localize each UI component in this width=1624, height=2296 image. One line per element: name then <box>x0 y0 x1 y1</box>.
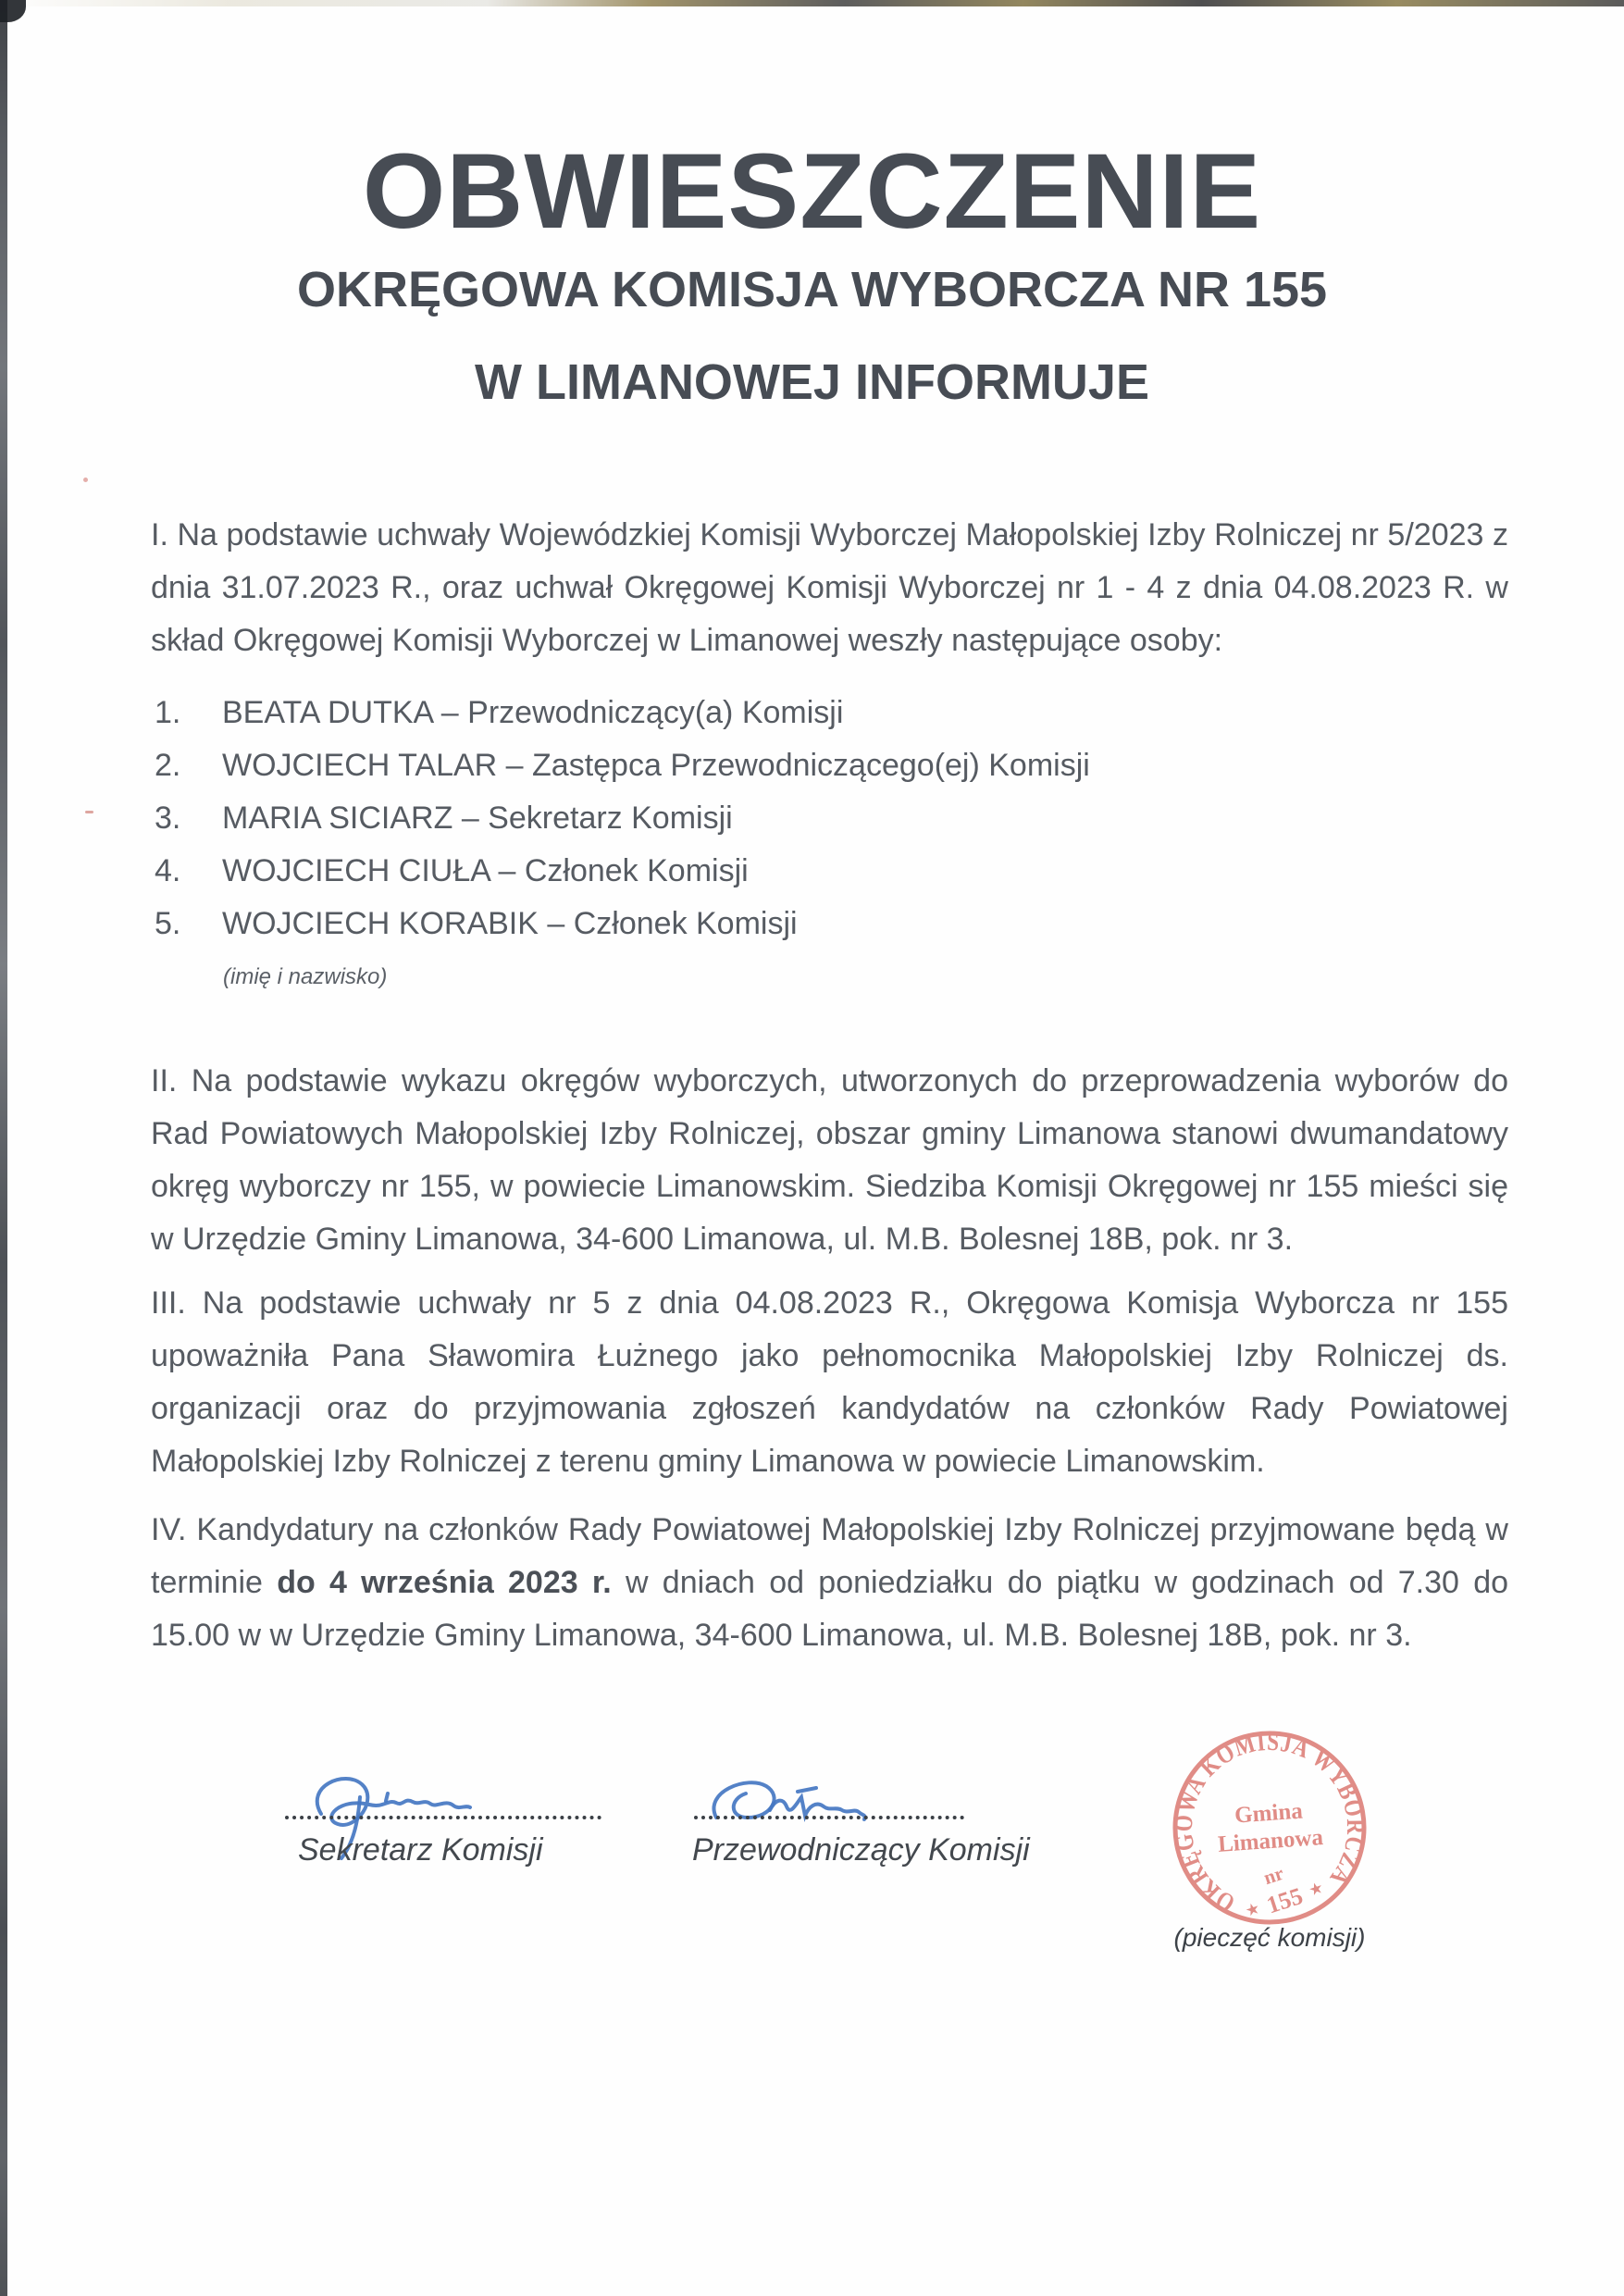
document-subtitle-2: W LIMANOWEJ INFORMUJE <box>475 354 1149 410</box>
secretary-signature-label: Sekretarz Komisji <box>298 1832 543 1868</box>
paragraph-2: II. Na podstawie wykazu okręgów wyborczych, utworzonych do przeprowadzenia wyborów do Rad Powiatowych Małopolskiej Izby Rolniczej, obszar gminy Limanowa stanowi dwumandatowy okręg wyborczy nr 155, w powiecie Limanowskim. Siedziba Komisji Okręgowej nr 155 mieści się w Urzędzie Gminy Limanowa, 34-600 Limanowa, ul. M.B. Bolesnej 18B, pok. nr 3. <box>151 1063 1508 1257</box>
stamp-center-line2: Limanowa <box>1217 1825 1324 1857</box>
deadline-bold-text: do 4 września 2023 r. <box>277 1565 612 1600</box>
scan-speck <box>85 811 93 813</box>
member-name: WOJCIECH KORABIK – Członek Komisji <box>222 906 798 941</box>
chairman-signature-line <box>694 1816 964 1819</box>
stamp-nr-label: nr <box>1260 1861 1287 1890</box>
member-item <box>151 801 1508 835</box>
chairman-signature-label: Przewodniczący Komisji <box>692 1832 1030 1868</box>
member-item <box>151 854 1508 887</box>
scan-edge-left <box>0 0 7 2296</box>
stamp-star-right-icon: ★ <box>1308 1880 1325 1899</box>
member-name: WOJCIECH CIUŁA – Członek Komisji <box>222 853 749 888</box>
stamp-ring-text: OKRĘGOWA KOMISJA WYBORCZA <box>1169 1727 1370 1918</box>
stamp-number: 155 <box>1263 1881 1307 1919</box>
scan-edge-top <box>0 0 1624 6</box>
member-number: 1. <box>155 695 181 730</box>
member-item <box>151 749 1508 782</box>
document-title: OBWIESZCZENIE <box>362 132 1262 251</box>
member-item <box>151 907 1508 940</box>
member-item <box>151 696 1508 729</box>
scan-speck <box>83 478 88 482</box>
member-number: 2. <box>155 748 181 783</box>
member-number: 3. <box>155 800 181 836</box>
paragraph-4-text: IV. Kandydatury na członków Rady Powiatowej Małopolskiej Izby Rolniczej przyjmowane będą w terminie <box>151 1512 1508 1600</box>
paragraph-4-text: w dniach od poniedziałku do piątku w godzinach od 7.30 do 15.00 w w Urzędzie Gminy Limanowa, 34-600 Limanowa, ul. M.B. Bolesnej 18B, pok. nr 3. <box>151 1565 1509 1653</box>
stamp-star-left-icon: ★ <box>1245 1901 1261 1919</box>
stamp-center-line1: Gmina <box>1233 1798 1304 1829</box>
paragraph-4 <box>151 1504 1508 1662</box>
member-number: 4. <box>155 853 181 888</box>
paragraph-3: III. Na podstawie uchwały nr 5 z dnia 04.08.2023 R., Okręgowa Komisja Wyborcza nr 155 upoważniła Pana Sławomira Łużnego jako pełnomocnika Małopolskiej Izby Rolniczej ds. organizacji oraz do przyjmowania zgłoszeń kandydatów na członków Rady Powiatowej Małopolskiej Izby Rolniczej z terenu gminy Limanowa w powiecie Limanowskim. <box>151 1285 1508 1479</box>
member-list <box>151 696 1508 960</box>
members-footnote: (imię i nazwisko) <box>223 964 388 989</box>
member-name: BEATA DUTKA – Przewodniczący(a) Komisji <box>222 695 844 730</box>
secretary-signature-line <box>285 1816 601 1819</box>
member-name: WOJCIECH TALAR – Zastępca Przewodniczącego(ej) Komisji <box>222 748 1090 783</box>
stamp-caption: (pieczęć komisji) <box>1173 1923 1366 1952</box>
member-name: MARIA SICIARZ – Sekretarz Komisji <box>222 800 733 836</box>
scan-corner-mark <box>0 0 26 22</box>
document-subtitle: OKRĘGOWA KOMISJA WYBORCZA NR 155 <box>296 262 1328 317</box>
member-number: 5. <box>155 906 181 941</box>
paragraph-1: I. Na podstawie uchwały Wojewódzkiej Komisji Wyborczej Małopolskiej Izby Rolniczej nr 5/2023 z dnia 31.07.2023 R., oraz uchwał Okręgowej Komisji Wyborczej nr 1 - 4 z dnia 04.08.2023 R. w skład Okręgowej Komisji Wyborczej w Limanowej weszły następujące osoby: <box>151 517 1508 658</box>
chairman-signature-icon <box>701 1773 886 1838</box>
